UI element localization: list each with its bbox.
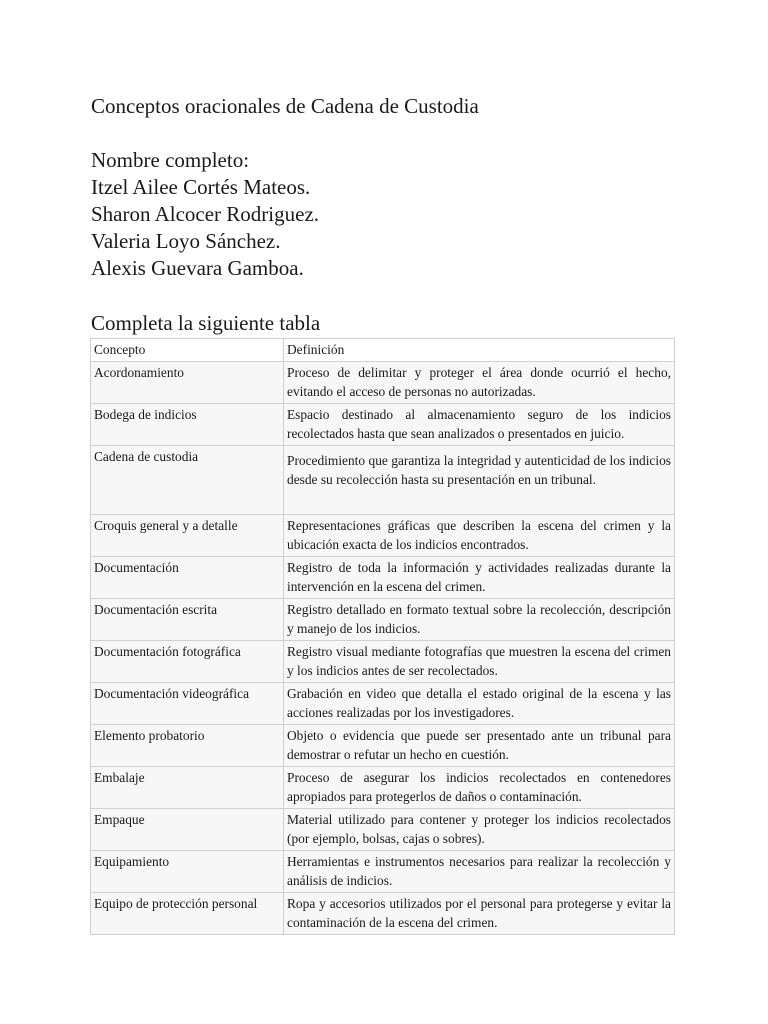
table-row xyxy=(91,766,675,808)
document-title: Conceptos oracionales de Cadena de Custodia xyxy=(91,94,479,118)
table-row xyxy=(91,640,675,682)
concept-cell: Empaque xyxy=(91,808,284,850)
table-row xyxy=(91,850,675,892)
definition-cell: Registro de toda la información y actividades realizadas durante la intervención en la escena del crimen. xyxy=(284,556,675,598)
name-item: Sharon Alcocer Rodriguez. xyxy=(91,202,320,226)
column-header-concept: Concepto xyxy=(91,339,284,362)
concept-cell: Cadena de custodia xyxy=(91,445,284,514)
table-row xyxy=(91,682,675,724)
name-item: Valeria Loyo Sánchez. xyxy=(91,229,281,253)
table-heading: Completa la siguiente tabla xyxy=(91,311,321,335)
table-header-row xyxy=(91,339,675,362)
table-row xyxy=(91,892,675,934)
concept-cell: Documentación xyxy=(91,556,284,598)
concept-cell: Equipamiento xyxy=(91,850,284,892)
definition-cell: Material utilizado para contener y proteger los indicios recolectados (por ejemplo, bolsas, cajas o sobres). xyxy=(284,808,675,850)
concepts-table xyxy=(90,338,675,935)
concept-cell: Documentación escrita xyxy=(91,598,284,640)
definition-cell: Grabación en video que detalla el estado original de la escena y las acciones realizadas por los investigadores. xyxy=(284,682,675,724)
table-row xyxy=(91,808,675,850)
concept-cell: Equipo de protección personal xyxy=(91,892,284,934)
concept-cell: Croquis general y a detalle xyxy=(91,514,284,556)
names-heading: Nombre completo: xyxy=(91,148,250,172)
concept-cell: Documentación fotográfica xyxy=(91,640,284,682)
definition-cell: Registro visual mediante fotografías que muestren la escena del crimen y los indicios antes de ser recolectados. xyxy=(284,640,675,682)
concept-cell: Elemento probatorio xyxy=(91,724,284,766)
definition-cell: Proceso de delimitar y proteger el área donde ocurrió el hecho, evitando el acceso de personas no autorizadas. xyxy=(284,361,675,403)
table-row xyxy=(91,445,675,514)
definition-cell: Procedimiento que garantiza la integridad y autenticidad de los indicios desde su recolección hasta su presentación en un tribunal. xyxy=(284,445,675,514)
definition-cell: Registro detallado en formato textual sobre la recolección, descripción y manejo de los indicios. xyxy=(284,598,675,640)
concept-cell: Bodega de indicios xyxy=(91,403,284,445)
table-row xyxy=(91,724,675,766)
table-row xyxy=(91,556,675,598)
name-item: Alexis Guevara Gamboa. xyxy=(91,256,304,280)
definition-cell: Proceso de asegurar los indicios recolectados en contenedores apropiados para protegerlos de daños o contaminación. xyxy=(284,766,675,808)
definition-cell: Espacio destinado al almacenamiento seguro de los indicios recolectados hasta que sean analizados o presentados en juicio. xyxy=(284,403,675,445)
concept-cell: Acordonamiento xyxy=(91,361,284,403)
definition-cell: Herramientas e instrumentos necesarios para realizar la recolección y análisis de indicios. xyxy=(284,850,675,892)
definition-cell: Objeto o evidencia que puede ser presentado ante un tribunal para demostrar o refutar un hecho en cuestión. xyxy=(284,724,675,766)
names-list xyxy=(91,147,319,282)
table-row xyxy=(91,514,675,556)
table-row xyxy=(91,361,675,403)
column-header-definition: Definición xyxy=(284,339,675,362)
table-row xyxy=(91,598,675,640)
table-row xyxy=(91,403,675,445)
name-item: Itzel Ailee Cortés Mateos. xyxy=(91,175,311,199)
definition-cell: Ropa y accesorios utilizados por el personal para protegerse y evitar la contaminación de la escena del crimen. xyxy=(284,892,675,934)
concept-cell: Documentación videográfica xyxy=(91,682,284,724)
definition-cell: Representaciones gráficas que describen la escena del crimen y la ubicación exacta de los indicios encontrados. xyxy=(284,514,675,556)
concept-cell: Embalaje xyxy=(91,766,284,808)
